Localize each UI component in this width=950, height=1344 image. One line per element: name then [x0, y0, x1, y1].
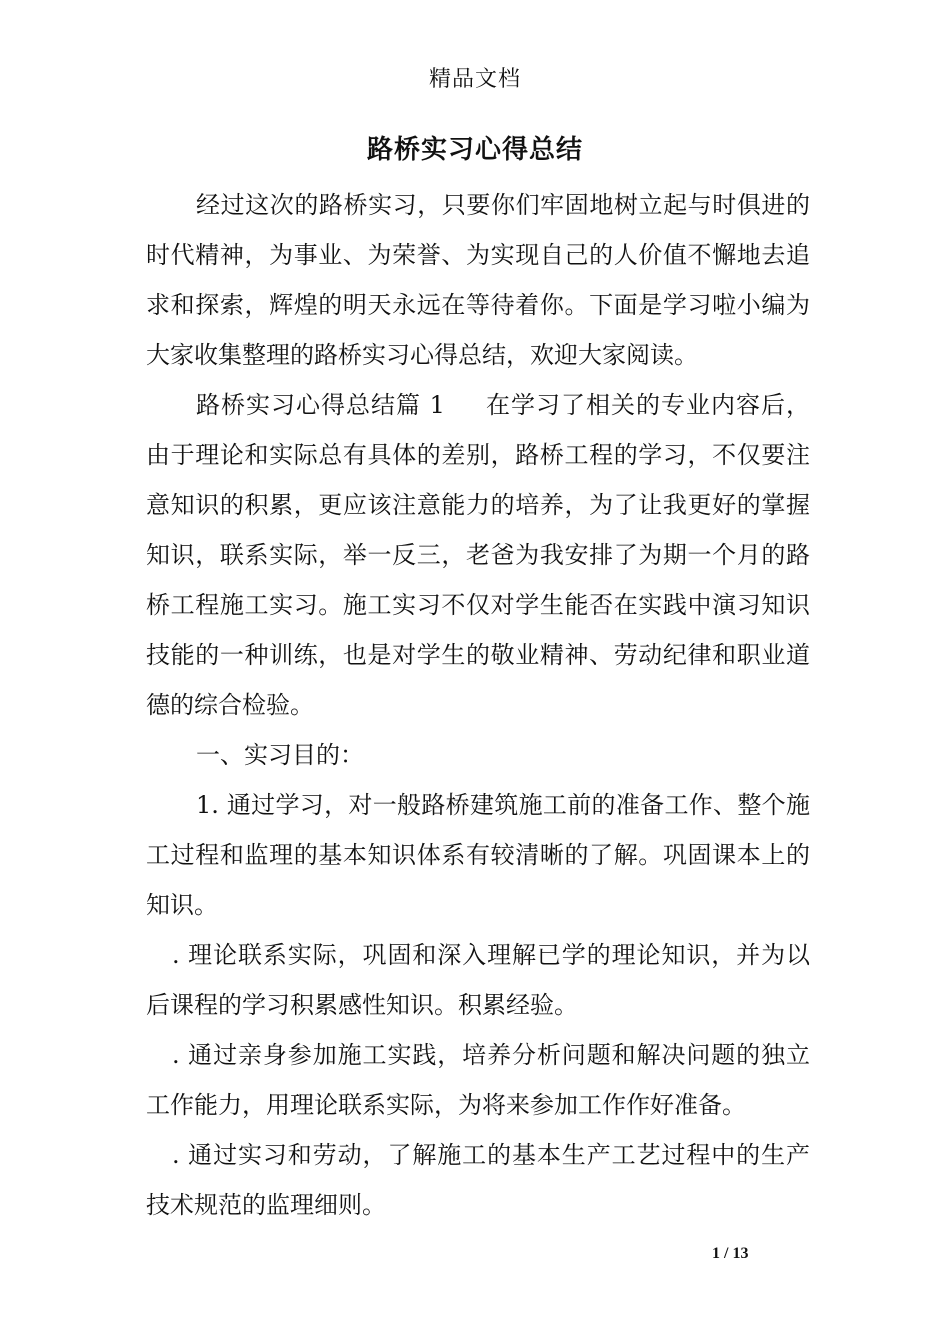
purpose-item-1: 1. 通过学习，对一般路桥建筑施工前的准备工作、整个施工过程和监理的基本知识体系有较清晰的了解。巩固课本上的知识。 [146, 791, 810, 919]
section-heading: 路桥实习心得总结篇 1 [196, 391, 445, 419]
purpose-heading: 一、实习目的： [196, 741, 364, 769]
purpose-item-2: . 理论联系实际，巩固和深入理解已学的理论知识，并为以后课程的学习积累感性知识。积累经验。 [146, 941, 810, 1019]
purpose-item-3: . 通过亲身参加施工实践，培养分析问题和解决问题的独立工作能力，用理论联系实际，为将来参加工作作好准备。 [146, 1041, 810, 1119]
document-body [146, 180, 810, 1230]
intro-paragraph: 经过这次的路桥实习，只要你们牢固地树立起与时俱进的时代精神，为事业、为荣誉、为实现自己的人价值不懈地去追求和探索，辉煌的明天永远在等待着你。下面是学习啦小编为大家收集整理的路桥实习心得总结，欢迎大家阅读。 [146, 191, 810, 369]
purpose-item-4: . 通过实习和劳动，了解施工的基本生产工艺过程中的生产技术规范的监理细则。 [146, 1141, 810, 1219]
section-text: 在学习了相关的专业内容后，由于理论和实际总有具体的差别，路桥工程的学习，不仅要注意知识的积累，更应该注意能力的培养，为了让我更好的掌握知识，联系实际，举一反三，老爸为我安排了为期一个月的路桥工程施工实习。施工实习不仅对学生能否在实践中演习知识技能的一种训练，也是对学生的敬业精神、劳动纪律和职业道德的综合检验。 [146, 391, 811, 719]
page-number: 1 / 13 [712, 1245, 749, 1262]
section-paragraph [146, 380, 810, 730]
document-title: 路桥实习心得总结 [366, 135, 583, 165]
page-header: 精品文档 [428, 67, 521, 92]
